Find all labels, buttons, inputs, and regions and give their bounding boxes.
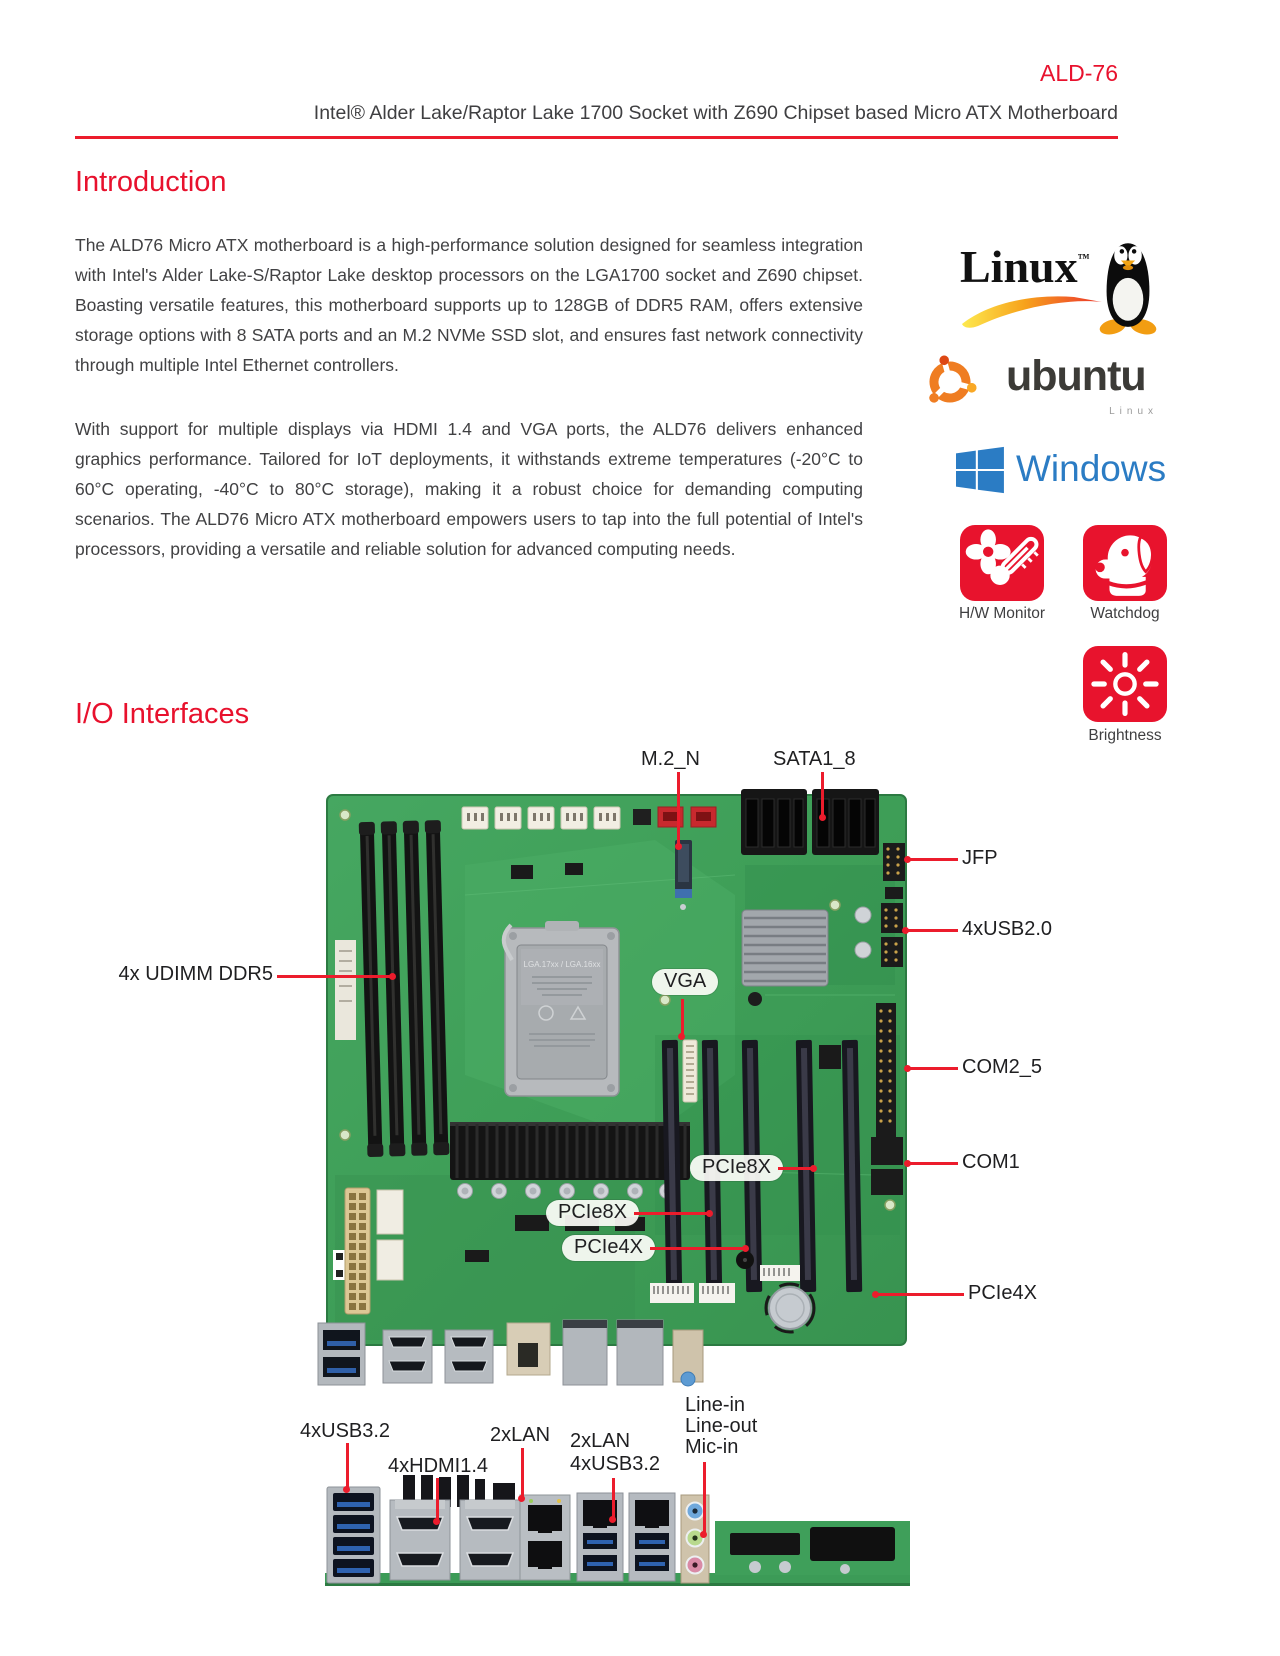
rear-io-panel-photo [315,1475,915,1595]
ubuntu-logo-icon [918,350,982,414]
leader-lan-usb32-dot [609,1516,616,1523]
leader-jfp [908,858,958,861]
intro-paragraph-2: With support for multiple displays via HDMI 1.4 and VGA ports, the ALD76 delivers enhanced graphics performance. Tailored for IoT deployments, it withstands extreme temperatures (-20°C to 60°C operating, -40°C to 80°C storage), making it a robust choice for demanding computing scenarios. The ALD76 Micro ATX motherboard empowers users to tap into the full potential of Intel's processors, providing a versatile and reliable solution for advanced computing needs. [75,419,863,559]
leader-vga [681,999,684,1037]
leader-hdmi14 [436,1478,439,1522]
leader-usb20-dot [902,927,909,934]
callout-lan-b-line2: 4xUSB3.2 [570,1453,661,1475]
leader-pcie4x-right [876,1293,964,1296]
leader-pcie4x-right-dot [872,1291,879,1298]
callout-pcie4x-a: PCIe4X [562,1235,655,1261]
brightness-label: Brightness [1088,727,1162,744]
leader-usb32-left [346,1443,349,1489]
brightness-icon [1083,646,1167,722]
leader-sata18-dot [819,814,826,821]
leader-pcie4x-a-dot [742,1245,749,1252]
watchdog-label: Watchdog [1090,605,1160,622]
watchdog-icon [1083,525,1167,601]
section-title-introduction: Introduction [75,166,227,198]
leader-pcie8x-b [634,1212,710,1215]
windows-logo-icon [956,446,1006,494]
leader-usb32-left-dot [343,1486,350,1493]
callout-pcie4x-right: PCIe4X [968,1282,1037,1304]
callout-pcie8x-a: PCIe8X [690,1155,783,1181]
product-code: ALD-76 [1040,60,1118,86]
leader-sata18 [821,772,824,818]
ubuntu-linux-label: Linux [1109,406,1158,417]
leader-pcie8x-a-dot [810,1165,817,1172]
leader-pcie4x-a [650,1247,746,1250]
leader-audio [703,1462,706,1535]
intro-paragraph-1: The ALD76 Micro ATX motherboard is a high-performance solution designed for seamless integration with Intel's Alder Lake-S/Raptor Lake desktop processors on the LGA1700 socket and Z690 chipset. Boasting versatile features, this motherboard supports up to 128GB of DDR5 RAM, offers extensive storage options with 8 SATA ports and an M.2 NVMe SSD slot, and ensures fast network connectivity through multiple Intel Ethernet controllers. [75,235,863,375]
leader-usb20 [906,929,958,932]
hw-monitor-icon [960,525,1044,601]
callout-com1: COM1 [962,1151,1020,1173]
leader-udimm-dot [389,973,396,980]
callout-sata18: SATA1_8 [773,748,856,770]
tux-penguin-icon [1096,233,1160,335]
leader-com1-dot [904,1160,911,1167]
callout-jfp: JFP [962,847,998,869]
callout-m2n: M.2_N [641,748,700,770]
leader-lan-usb32 [612,1478,615,1520]
leader-com25 [908,1067,958,1070]
leader-pcie8x-b-dot [706,1210,713,1217]
leader-udimm [277,975,393,978]
callout-com25: COM2_5 [962,1056,1043,1078]
callout-vga: VGA [652,969,718,995]
callout-line-out: Line-out [685,1415,758,1437]
leader-vga-dot [678,1033,685,1040]
callout-usb20: 4xUSB2.0 [962,918,1053,940]
leader-lan-a-dot [518,1495,525,1502]
callout-mic-in: Mic-in [685,1436,739,1458]
windows-wordmark: Windows [1016,448,1167,489]
motherboard-photo [315,745,911,1395]
leader-hdmi14-dot [433,1518,440,1525]
socket-cap-text: LGA.17xx / LGA.16xx [523,960,601,969]
leader-jfp-dot [904,856,911,863]
callout-lan-b-line1: 2xLAN [570,1430,631,1452]
linux-logo [960,240,1090,293]
linux-trademark: ™ [1077,251,1090,265]
leader-com25-dot [904,1065,911,1072]
leader-audio-dot [700,1531,707,1538]
linux-wordmark: Linux [960,241,1078,292]
linux-swoosh [956,290,1104,332]
header-rule [75,136,1118,139]
callout-udimm: 4x UDIMM DDR5 [118,963,273,985]
leader-m2n [677,772,680,848]
leader-m2n-dot [675,843,682,850]
callout-usb32-left: 4xUSB3.2 [300,1420,391,1442]
leader-pcie8x-a [778,1167,814,1170]
callout-hdmi14: 4xHDMI1.4 [388,1455,489,1477]
doc-subtitle: Intel® Alder Lake/Raptor Lake 1700 Socket with Z690 Chipset based Micro ATX Motherboard [313,102,1118,124]
callout-lan-usb32 [570,1430,660,1476]
leader-lan-a [521,1448,524,1499]
section-title-io: I/O Interfaces [75,698,250,730]
leader-com1 [908,1162,958,1165]
callout-line-in: Line-in [685,1394,746,1416]
callout-audio [685,1395,757,1458]
callout-pcie8x-b: PCIe8X [546,1200,639,1226]
ubuntu-wordmark: ubuntu [1006,352,1146,400]
callout-lan-a: 2xLAN [490,1424,551,1446]
hw-monitor-label: H/W Monitor [958,605,1046,622]
